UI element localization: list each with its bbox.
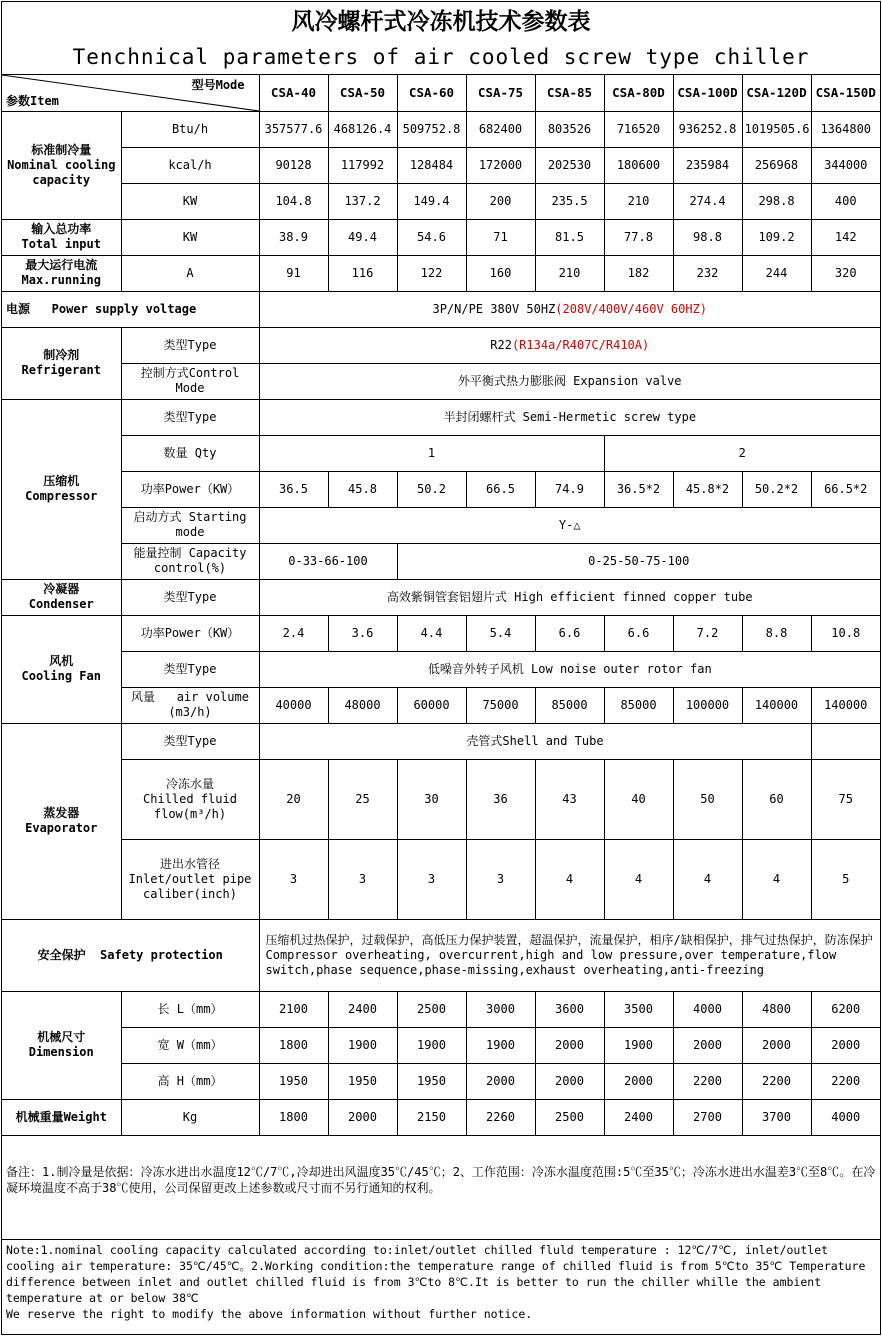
value-cell: 200 — [466, 183, 535, 219]
empty-cell — [811, 723, 880, 759]
evaporator-label — [2, 723, 121, 919]
model-header: CSA-100D — [673, 75, 742, 111]
value-cell: 2200 — [742, 1063, 811, 1099]
value-cell: 256968 — [742, 147, 811, 183]
unit-cell: 长 L（mm） — [121, 991, 259, 1027]
label-en: Refrigerant — [21, 363, 101, 377]
model-header: CSA-75 — [466, 75, 535, 111]
safety-value: 压缩机过热保护，过载保护，高低压力保护装置，超温保护，流量保护，相序/缺相保护，排气过热保护，防冻保护Compressor overheating, overcurrent,high and low pressure,over temperature,flow switch,phase sequence,phase-missing,exhaust overheating,anti-freezing — [259, 919, 880, 991]
unit-cell: 类型Type — [121, 399, 259, 435]
value-cell: 60000 — [397, 687, 466, 723]
model-header: CSA-60 — [397, 75, 466, 111]
value-cell: 2150 — [397, 1099, 466, 1135]
value-cell: 77.8 — [604, 219, 673, 255]
value-cell: 104.8 — [259, 183, 328, 219]
table-row — [2, 579, 880, 615]
table-row — [2, 399, 880, 435]
control-mode-value: 外平衡式热力膨胀阀 Expansion valve — [259, 363, 880, 399]
label-cn: 标准制冷量 — [31, 142, 92, 157]
value-cell: 54.6 — [397, 219, 466, 255]
model-header: CSA-85 — [535, 75, 604, 111]
model-header: CSA-150D — [811, 75, 880, 111]
value-cell: 1950 — [328, 1063, 397, 1099]
power-supply-label: 电源 Power supply voltage — [2, 291, 259, 327]
value-cell: 3 — [328, 839, 397, 919]
label-cn: 机械尺寸 — [37, 1030, 86, 1044]
value-cell: 298.8 — [742, 183, 811, 219]
unit-cell — [121, 839, 259, 919]
value-cell: 1900 — [604, 1027, 673, 1063]
value-cell: 20 — [259, 759, 328, 839]
refrigerant-type-value — [259, 327, 880, 363]
model-header: CSA-120D — [742, 75, 811, 111]
label-en: Cooling Fan — [21, 669, 101, 683]
max-current-label — [2, 255, 121, 291]
evaporator-type-value: 壳管式Shell and Tube — [259, 723, 811, 759]
spec-sheet — [1, 1, 881, 1335]
value-cell: 4 — [604, 839, 673, 919]
value-cell: 50 — [673, 759, 742, 839]
fan-label — [2, 615, 121, 723]
value-cell: 81.5 — [535, 219, 604, 255]
unit-cell: 风量 air volume (m3/h) — [121, 687, 259, 723]
unit-cell: Btu/h — [121, 111, 259, 147]
label-cn: 压缩机 — [43, 474, 80, 488]
value-cell: 38.9 — [259, 219, 328, 255]
unit-cell: 功率Power（KW） — [121, 471, 259, 507]
value-cell: 3.6 — [328, 615, 397, 651]
value-cell: 100000 — [673, 687, 742, 723]
value-cell: 140000 — [811, 687, 880, 723]
value-cell: 936252.8 — [673, 111, 742, 147]
value-cell: 109.2 — [742, 219, 811, 255]
value-cell: 74.9 — [535, 471, 604, 507]
value-cell: 90128 — [259, 147, 328, 183]
value-cell: 50.2*2 — [742, 471, 811, 507]
table-row — [2, 1027, 880, 1063]
label-en: Chilled fluid flow(m³/h) — [143, 791, 237, 821]
unit-cell: 宽 W（mm） — [121, 1027, 259, 1063]
value-cell: 2000 — [742, 1027, 811, 1063]
value-cell: 48000 — [328, 687, 397, 723]
label-cn: 冷凝器 — [43, 582, 80, 596]
value-cell: 1800 — [259, 1027, 328, 1063]
value-cell: 3 — [466, 839, 535, 919]
value-cell: 142 — [811, 219, 880, 255]
value-cell: 803526 — [535, 111, 604, 147]
value-cell: 60 — [742, 759, 811, 839]
cooling-capacity-label — [2, 111, 121, 219]
value-cell: 160 — [466, 255, 535, 291]
table-row — [2, 543, 880, 579]
value-cell: 40000 — [259, 687, 328, 723]
value-cell: 235.5 — [535, 183, 604, 219]
label-en: Inlet/outlet pipe caliber(inch) — [128, 871, 252, 901]
value-cell: 1364800 — [811, 111, 880, 147]
value-cell: 2000 — [673, 1027, 742, 1063]
value-cell: 1900 — [466, 1027, 535, 1063]
refrigerant-main: R22 — [490, 337, 512, 352]
value-cell: 3 — [259, 839, 328, 919]
model-header: CSA-40 — [259, 75, 328, 111]
unit-cell: Kg — [121, 1099, 259, 1135]
value-cell: 36.5 — [259, 471, 328, 507]
table-row — [2, 1063, 880, 1099]
note-english-reserve: We reserve the right to modify the above information without further notice. — [6, 1307, 533, 1321]
label-cn: 风机 — [49, 654, 74, 668]
value-cell: 43 — [535, 759, 604, 839]
value-cell: 7.2 — [673, 615, 742, 651]
table-row — [2, 363, 880, 399]
unit-cell: 类型Type — [121, 327, 259, 363]
value-cell: 202530 — [535, 147, 604, 183]
qty-double: 2 — [604, 435, 880, 471]
value-cell: 2500 — [397, 991, 466, 1027]
value-cell: 1019505.6 — [742, 111, 811, 147]
value-cell: 50.2 — [397, 471, 466, 507]
value-cell: 210 — [604, 183, 673, 219]
label-en: Compressor — [25, 489, 98, 503]
table-row — [2, 1099, 880, 1135]
value-cell: 4.4 — [397, 615, 466, 651]
table-row — [2, 507, 880, 543]
value-cell: 2100 — [259, 991, 328, 1027]
value-cell: 71 — [466, 219, 535, 255]
table-row — [2, 147, 880, 183]
compressor-type-value: 半封闭螺杆式 Semi-Hermetic screw type — [259, 399, 880, 435]
value-cell: 235984 — [673, 147, 742, 183]
value-cell: 85000 — [604, 687, 673, 723]
value-cell: 2000 — [535, 1063, 604, 1099]
label-en: Dimension — [28, 1045, 94, 1059]
capacity-single: 0-33-66-100 — [259, 543, 397, 579]
unit-cell: 数量 Qty — [121, 435, 259, 471]
value-cell: 91 — [259, 255, 328, 291]
value-cell: 210 — [535, 255, 604, 291]
value-cell: 3000 — [466, 991, 535, 1027]
value-cell: 3600 — [535, 991, 604, 1027]
value-cell: 45.8 — [328, 471, 397, 507]
value-cell: 509752.8 — [397, 111, 466, 147]
label-cn: 进出水管径 — [159, 856, 220, 871]
safety-label: 安全保护 Safety protection — [2, 919, 259, 991]
table-row — [2, 839, 880, 919]
model-header: CSA-50 — [328, 75, 397, 111]
value-cell: 36 — [466, 759, 535, 839]
table-row — [2, 327, 880, 363]
value-cell: 3 — [397, 839, 466, 919]
value-cell: 140000 — [742, 687, 811, 723]
unit-cell: KW — [121, 183, 259, 219]
condenser-label — [2, 579, 121, 615]
value-cell: 1900 — [397, 1027, 466, 1063]
value-cell: 244 — [742, 255, 811, 291]
value-cell: 4000 — [673, 991, 742, 1027]
value-cell: 149.4 — [397, 183, 466, 219]
value-cell: 25 — [328, 759, 397, 839]
value-cell: 2.4 — [259, 615, 328, 651]
condenser-type-value: 高效紫铜管套铝翅片式 High efficient finned copper tube — [259, 579, 880, 615]
unit-cell: 类型Type — [121, 651, 259, 687]
value-cell: 10.8 — [811, 615, 880, 651]
table-row — [2, 687, 880, 723]
value-cell: 5.4 — [466, 615, 535, 651]
model-label: 型号Mode — [191, 78, 245, 92]
value-cell: 4 — [535, 839, 604, 919]
unit-cell: 类型Type — [121, 723, 259, 759]
value-cell: 2000 — [535, 1027, 604, 1063]
label-cn: 输入总功率 — [31, 222, 92, 236]
value-cell: 357577.6 — [259, 111, 328, 147]
value-cell: 2000 — [811, 1027, 880, 1063]
value-cell: 1800 — [259, 1099, 328, 1135]
unit-cell: 能量控制 Capacity control(%) — [121, 543, 259, 579]
value-cell: 232 — [673, 255, 742, 291]
value-cell: 2400 — [604, 1099, 673, 1135]
note-english — [2, 1239, 880, 1335]
value-cell: 182 — [604, 255, 673, 291]
value-cell: 122 — [397, 255, 466, 291]
value-cell: 2000 — [328, 1099, 397, 1135]
value-cell: 66.5*2 — [811, 471, 880, 507]
compressor-label — [2, 399, 121, 579]
value-cell: 8.8 — [742, 615, 811, 651]
value-cell: 4 — [742, 839, 811, 919]
value-cell: 98.8 — [673, 219, 742, 255]
value-cell: 2260 — [466, 1099, 535, 1135]
label-cn: 最大运行电流 — [25, 258, 98, 272]
value-cell: 4 — [673, 839, 742, 919]
value-cell: 172000 — [466, 147, 535, 183]
starting-mode-value: Y-△ — [259, 507, 880, 543]
value-cell: 682400 — [466, 111, 535, 147]
value-cell: 180600 — [604, 147, 673, 183]
value-cell: 4000 — [811, 1099, 880, 1135]
value-cell: 5 — [811, 839, 880, 919]
value-cell: 30 — [397, 759, 466, 839]
note-english-text: Note:1.nominal cooling capacity calculated according to:inlet/outlet chilled fluld temperature : 12℃/7℃, inlet/outlet cooling air temperature: 35℃/45℃。2.Working condition:the temperature range of chilled fluid is from 5℃to 35℃ Temperature difference between inlet and outlet chilled fluid is from 3℃to 8℃.It is better to run the chiller whille the ambient temperature at or below 38℃ — [6, 1243, 866, 1305]
table-row — [2, 255, 880, 291]
model-header: CSA-80D — [604, 75, 673, 111]
title-chinese: 风冷螺杆式冷冻机技术参数表 — [291, 8, 591, 35]
label-cn: 冷冻水量 — [165, 776, 214, 791]
header-row — [2, 75, 880, 111]
value-cell: 6.6 — [604, 615, 673, 651]
value-cell: 117992 — [328, 147, 397, 183]
value-cell: 2000 — [604, 1063, 673, 1099]
refrigerant-label — [2, 327, 121, 399]
table-row — [2, 111, 880, 147]
label-en: Condenser — [28, 597, 94, 611]
value-cell: 320 — [811, 255, 880, 291]
unit-cell: 控制方式Control Mode — [121, 363, 259, 399]
value-cell: 6200 — [811, 991, 880, 1027]
value-cell: 49.4 — [328, 219, 397, 255]
label-cn: 制冷剂 — [43, 348, 80, 362]
unit-cell: 启动方式 Starting mode — [121, 507, 259, 543]
table-row — [2, 759, 880, 839]
label-en: Total input — [21, 237, 101, 251]
value-cell: 2200 — [811, 1063, 880, 1099]
table-row — [2, 471, 880, 507]
unit-cell — [121, 759, 259, 839]
label-en: Max.running — [21, 273, 101, 287]
value-cell: 2000 — [466, 1063, 535, 1099]
value-cell: 1900 — [328, 1027, 397, 1063]
value-cell: 3700 — [742, 1099, 811, 1135]
dimension-label — [2, 991, 121, 1099]
spec-table — [2, 75, 880, 1136]
value-cell: 1950 — [397, 1063, 466, 1099]
value-cell: 2400 — [328, 991, 397, 1027]
unit-cell: kcal/h — [121, 147, 259, 183]
value-cell: 36.5*2 — [604, 471, 673, 507]
label-en: Nominal cooling capacity — [7, 157, 116, 187]
value-cell: 40 — [604, 759, 673, 839]
value-cell: 468126.4 — [328, 111, 397, 147]
table-row — [2, 651, 880, 687]
unit-cell: KW — [121, 219, 259, 255]
value-cell: 137.2 — [328, 183, 397, 219]
value-cell: 344000 — [811, 147, 880, 183]
value-cell: 2200 — [673, 1063, 742, 1099]
label-en: Evaporator — [25, 821, 98, 835]
table-row — [2, 435, 880, 471]
value-cell: 4800 — [742, 991, 811, 1027]
table-row — [2, 723, 880, 759]
unit-cell: 功率Power（KW） — [121, 615, 259, 651]
total-input-label — [2, 219, 121, 255]
refrigerant-alt: (R134a/R407C/R410A) — [511, 337, 650, 352]
label-cn: 蒸发器 — [43, 806, 80, 820]
table-row — [2, 919, 880, 991]
unit-cell: A — [121, 255, 259, 291]
value-cell: 75 — [811, 759, 880, 839]
value-cell: 2700 — [673, 1099, 742, 1135]
voltage-alt: (208V/400V/460V 60HZ) — [555, 301, 708, 316]
value-cell: 3500 — [604, 991, 673, 1027]
value-cell: 85000 — [535, 687, 604, 723]
value-cell: 716520 — [604, 111, 673, 147]
title-english: Tenchnical parameters of air cooled screw type chiller — [2, 42, 880, 75]
qty-single: 1 — [259, 435, 604, 471]
corner-cell — [2, 75, 259, 111]
table-row — [2, 219, 880, 255]
table-row — [2, 291, 880, 327]
value-cell: 1950 — [259, 1063, 328, 1099]
unit-cell: 类型Type — [121, 579, 259, 615]
voltage-value: 3P/N/PE 380V 50HZ — [432, 301, 556, 316]
table-row — [2, 615, 880, 651]
capacity-multi: 0-25-50-75-100 — [397, 543, 880, 579]
item-label: 参数Item — [6, 93, 59, 108]
value-cell: 6.6 — [535, 615, 604, 651]
value-cell: 400 — [811, 183, 880, 219]
weight-label: 机械重量Weight — [2, 1099, 121, 1135]
value-cell: 274.4 — [673, 183, 742, 219]
value-cell: 75000 — [466, 687, 535, 723]
value-cell: 2500 — [535, 1099, 604, 1135]
value-cell: 128484 — [397, 147, 466, 183]
power-supply-value — [259, 291, 880, 327]
value-cell: 45.8*2 — [673, 471, 742, 507]
note-chinese-text: 备注：1.制冷量是依据：冷冻水进出水温度12℃/7℃,冷却进出风温度35℃/45℃；2、工作范围：冷冻水温度范围:5℃至35℃；冷冻水进出水温差3℃至8℃。在冷凝环境温度不高于38℃使用，公司保留更改上述参数或尺寸而不另行通知的权利。 — [6, 1165, 876, 1195]
table-row — [2, 991, 880, 1027]
value-cell: 66.5 — [466, 471, 535, 507]
table-row — [2, 183, 880, 219]
note-chinese — [2, 1135, 880, 1239]
value-cell: 116 — [328, 255, 397, 291]
fan-type-value: 低噪音外转子风机 Low noise outer rotor fan — [259, 651, 880, 687]
unit-cell: 高 H（mm） — [121, 1063, 259, 1099]
